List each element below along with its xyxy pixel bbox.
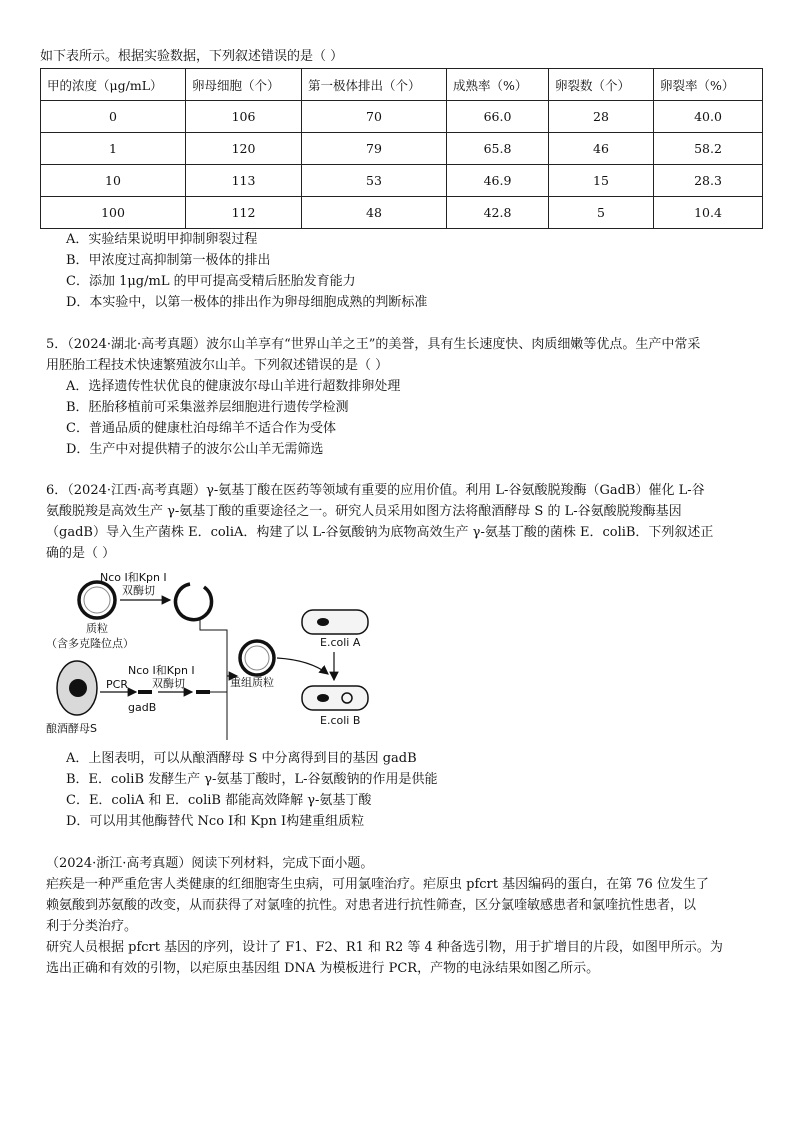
table-cell: 46 (549, 133, 654, 165)
table-cell: 5 (549, 197, 654, 229)
q5-stem-line2: 用胚胎工程技术快速繁殖波尔山羊。下列叙述错误的是（ ） (46, 358, 389, 373)
table-cell: 10.4 (654, 197, 763, 229)
table-cell: 113 (186, 165, 302, 197)
table-header-cell: 卵裂数（个） (549, 69, 654, 101)
pcr-label: PCR (106, 678, 128, 691)
table-cell: 28 (549, 101, 654, 133)
table-cell: 46.9 (447, 165, 549, 197)
q4-option-c: C．添加 1μg/mL 的甲可提高受精后胚胎发育能力 (66, 274, 356, 289)
q7-paragraph2-line1: 研究人员根据 pfcrt 基因的序列，设计了 F1、F2、R1 和 R2 等 4 种备选引物，用于扩增目的片段，如图甲所示。为 (46, 940, 723, 955)
table-cell: 79 (302, 133, 447, 165)
q4-option-d: D．本实验中，以第一极体的排出作为卵母细胞成熟的判断标准 (66, 295, 428, 310)
yeast-label: 酿酒酵母S (46, 722, 97, 735)
recombinant-label: 重组质粒 (230, 676, 274, 689)
table-header-cell: 第一极体排出（个） (302, 69, 447, 101)
cut-fragment-icon (196, 690, 210, 694)
q6-option-b: B．E．coliB 发酵生产 γ-氨基丁酸时，L-谷氨酸钠的作用是供能 (66, 772, 438, 787)
q7-paragraph1-line3: 利于分类治疗。 (46, 919, 138, 934)
q6-stem-line1: 6．（2024·江西·高考真题）γ-氨基丁酸在医药等领域有重要的应用价值。利用 L-谷氨酸脱羧酶（GadB）催化 L-谷 (46, 483, 705, 498)
ecoli-b-icon (302, 686, 368, 710)
insert-arrow (277, 658, 328, 674)
table-header-cell: 卵母细胞（个） (186, 69, 302, 101)
table-cell: 120 (186, 133, 302, 165)
table-cell: 10 (41, 165, 186, 197)
table-cell: 15 (549, 165, 654, 197)
q5-option-a: A．选择遗传性状优良的健康波尔母山羊进行超数排卵处理 (66, 379, 401, 394)
table-row (41, 101, 763, 133)
plasmid-label: 质粒 (86, 622, 108, 635)
table-header-cell: 甲的浓度（μg/mL） (41, 69, 186, 101)
enzyme-label-top: Nco Ⅰ和Kpn Ⅰ (100, 571, 167, 584)
q6-stem-line4: 确的是（ ） (46, 546, 116, 561)
recombinant-plasmid-icon (240, 641, 274, 675)
q7-paragraph2-line2: 选出正确和有效的引物，以疟原虫基因组 DNA 为模板进行 PCR，产物的电泳结果如图乙所示。 (46, 961, 600, 976)
plasmid-icon (79, 582, 115, 618)
q4-intro: 如下表所示。根据实验数据，下列叙述错误的是（ ） (40, 49, 344, 64)
q6-option-a: A．上图表明，可以从酿酒酵母 S 中分离得到目的基因 gadB (66, 751, 417, 766)
diagram-svg (40, 570, 380, 740)
table-cell: 112 (186, 197, 302, 229)
ecoli-a-icon (302, 610, 368, 634)
gadb-fragment-icon (138, 690, 152, 694)
q4-option-a: A．实验结果说明甲抑制卵裂过程 (66, 232, 258, 247)
q6-option-d: D．可以用其他酶替代 Nco Ⅰ和 Kpn Ⅰ构建重组质粒 (66, 814, 365, 829)
q7-heading: （2024·浙江·高考真题）阅读下列材料，完成下面小题。 (46, 856, 374, 871)
q5-option-d: D．生产中对提供精子的波尔公山羊无需筛选 (66, 442, 324, 457)
table-cell: 0 (41, 101, 186, 133)
enzyme-label-bottom: Nco Ⅰ和Kpn Ⅰ (128, 664, 195, 677)
gene-cloning-diagram (40, 570, 380, 740)
table-row (41, 165, 763, 197)
table-header-row (41, 69, 763, 101)
q6-stem-line2: 氨酸脱羧是高效生产 γ-氨基丁酸的重要途径之一。研究人员采用如图方法将酿酒酵母 S 的 L-谷氨酸脱羧酶基因 (46, 504, 682, 519)
table-cell: 106 (186, 101, 302, 133)
table-cell: 58.2 (654, 133, 763, 165)
table-cell: 1 (41, 133, 186, 165)
table-cell: 53 (302, 165, 447, 197)
table-header-cell: 成熟率（%） (447, 69, 549, 101)
yeast-cell-icon (57, 661, 97, 715)
q5-option-b: B．胚胎移植前可采集滋养层细胞进行遗传学检测 (66, 400, 349, 415)
table-header-cell: 卵裂率（%） (654, 69, 763, 101)
table-cell: 28.3 (654, 165, 763, 197)
table-cell: 42.8 (447, 197, 549, 229)
double-cut-label-top: 双酶切 (122, 584, 155, 597)
ecoli-b-label: E.coli B (320, 714, 361, 727)
q5-option-c: C．普通品质的健康杜泊母绵羊不适合作为受体 (66, 421, 336, 436)
table-cell: 65.8 (447, 133, 549, 165)
table-cell: 100 (41, 197, 186, 229)
plasmid-note-label: （含多克隆位点） (46, 637, 134, 650)
gadb-label: gadB (128, 701, 157, 714)
table-cell: 48 (302, 197, 447, 229)
q7-paragraph1-line2: 赖氨酸到苏氨酸的改变，从而获得了对氯喹的抗性。对患者进行抗性筛查，区分氯喹敏感患者和氯喹抗性患者，以 (46, 898, 697, 913)
q7-paragraph1-line1: 疟疾是一种严重危害人类健康的红细胞寄生虫病，可用氯喹治疗。疟原虫 pfcrt 基因编码的蛋白，在第 76 位发生了 (46, 877, 709, 892)
q5-stem-line1: 5．（2024·湖北·高考真题）波尔山羊享有“世界山羊之王”的美誉，具有生长速度快、肉质细嫩等优点。生产中常采 (46, 337, 701, 352)
double-cut-label-bottom: 双酶切 (152, 677, 185, 690)
q6-option-c: C．E．coliA 和 E．coliB 都能高效降解 γ-氨基丁酸 (66, 793, 372, 808)
cut-plasmid-icon (176, 584, 212, 620)
ecoli-a-label: E.coli A (320, 636, 361, 649)
q4-option-b: B．甲浓度过高抑制第一极体的排出 (66, 253, 271, 268)
q6-stem-line3: （gadB）导入生产菌株 E．coliA．构建了以 L-谷氨酸钠为底物高效生产 γ-氨基丁酸的菌株 E．coliB．下列叙述正 (46, 525, 714, 540)
table-cell: 40.0 (654, 101, 763, 133)
table-row (41, 133, 763, 165)
table-row (41, 197, 763, 229)
experiment-table (40, 68, 763, 229)
table-cell: 66.0 (447, 101, 549, 133)
table-cell: 70 (302, 101, 447, 133)
